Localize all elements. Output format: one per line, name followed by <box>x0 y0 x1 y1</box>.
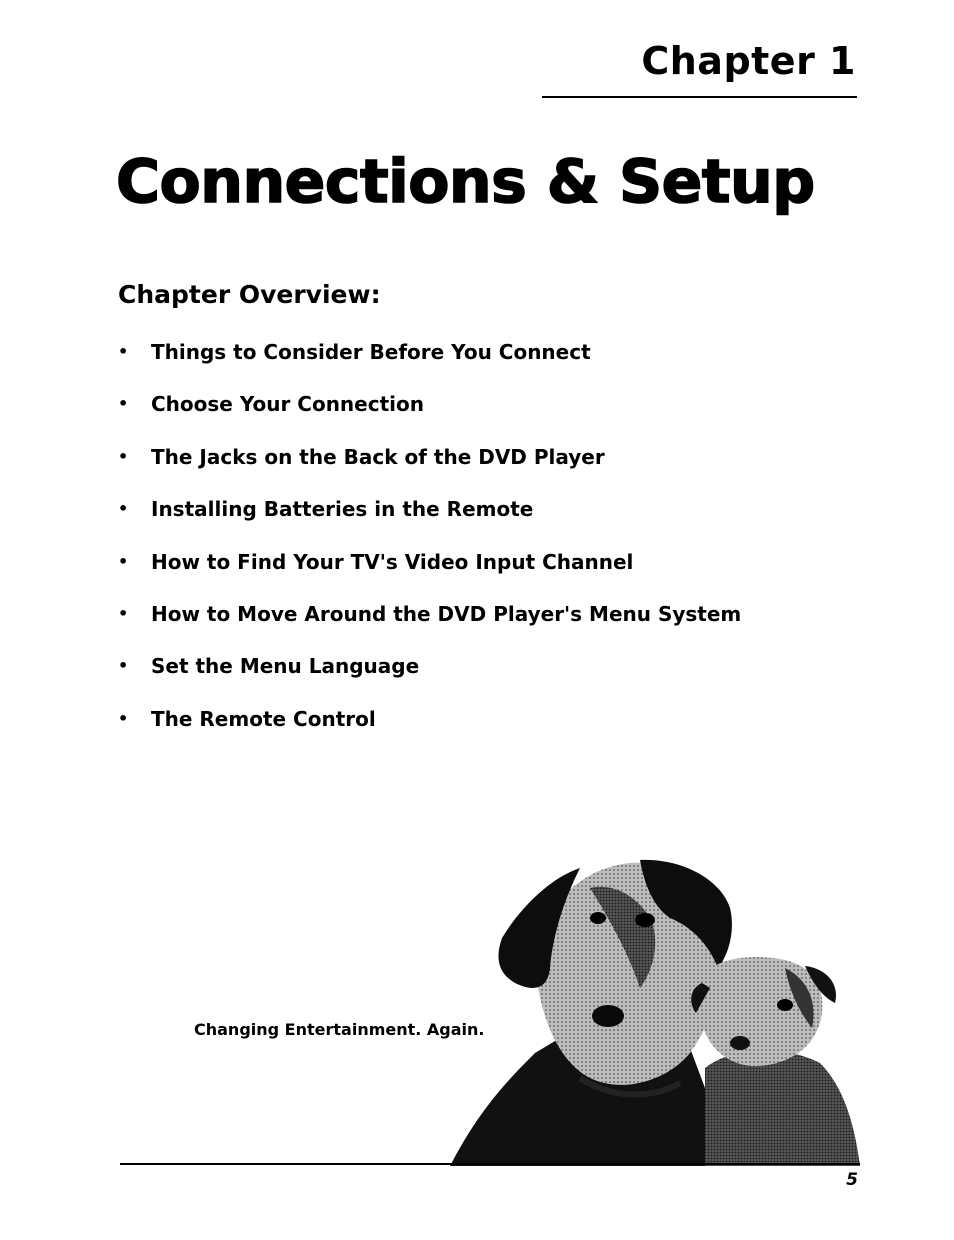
list-item <box>118 442 741 494</box>
bullet-icon: • <box>118 656 129 676</box>
tagline: Changing Entertainment. Again. <box>194 1020 485 1039</box>
chapter-label: Chapter 1 <box>641 39 856 83</box>
list-item-text: Choose Your Connection <box>151 392 424 417</box>
bullet-icon: • <box>118 394 129 414</box>
chapter-overview-list <box>118 337 741 756</box>
list-item <box>118 337 741 389</box>
list-item-text: Things to Consider Before You Connect <box>151 340 591 364</box>
bullet-icon: • <box>118 708 129 728</box>
list-item-text: The Remote Control <box>151 706 376 731</box>
bullet-icon: • <box>118 342 129 361</box>
bullet-icon: • <box>118 603 129 623</box>
page-number: 5 <box>846 1170 858 1190</box>
list-item <box>118 494 741 546</box>
list-item <box>118 599 741 651</box>
dogs-photo <box>440 848 870 1166</box>
bullet-icon: • <box>118 499 129 519</box>
bullet-icon: • <box>118 551 129 571</box>
list-item-text: Set the Menu Language <box>151 654 420 679</box>
list-item-text: Installing Batteries in the Remote <box>151 497 534 522</box>
list-item <box>118 389 741 441</box>
list-item <box>118 651 741 703</box>
list-item <box>118 704 741 756</box>
chapter-divider <box>542 96 857 98</box>
list-item <box>118 547 741 599</box>
list-item-text: How to Find Your TV's Video Input Channel <box>151 549 634 574</box>
chapter-overview-heading: Chapter Overview: <box>118 280 381 309</box>
list-item-text: How to Move Around the DVD Player's Menu System <box>151 601 742 626</box>
bullet-icon: • <box>118 446 129 466</box>
page-title: Connections & Setup <box>116 147 815 217</box>
footer-divider <box>120 1163 860 1165</box>
list-item-text: The Jacks on the Back of the DVD Player <box>151 444 605 469</box>
